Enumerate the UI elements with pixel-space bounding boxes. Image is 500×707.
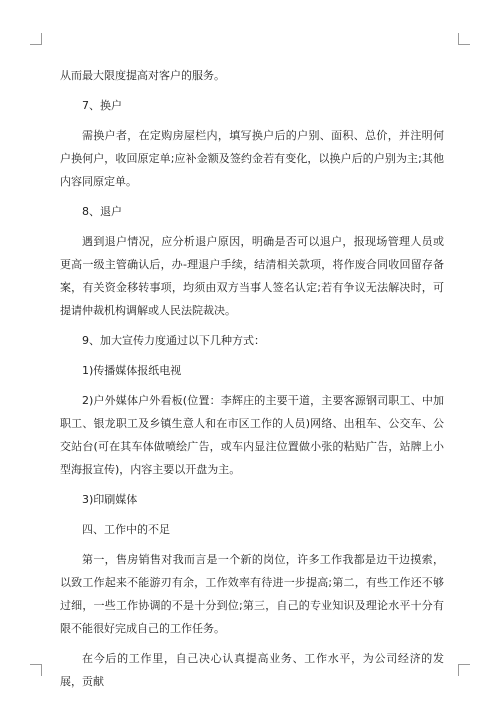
list-item-media-3: 3)印刷媒体	[82, 493, 138, 506]
heading-item-9: 9、加大宣传力度通过以下几种方式：	[82, 334, 265, 347]
paragraph-refund: 遇到退户情况，应分析退户原因，明确是否可以退户，报现场管理人员或更高一级主管确认后，办-理退户手续，结清相关款项，将作废合同收回留存备案，有关资金移转事项，均须由双方当事人签名认定;若有争议无法解决时，可提请仲裁机构调解或人民法院裁决。	[60, 235, 444, 317]
crop-mark-bottom-left	[30, 664, 42, 676]
list-item-media-1: 1)传播媒体报纸电视	[82, 364, 182, 377]
list-item-media-2: 2)户外媒体户外看板(位置：李辉庄的主要干道，主要客源钢司职工、中加职工、银龙职工及乡镇生意人和在市区工作的人员)网络、出租车、公交车、公交站台(可在其车体做喷绘广告，或车内显注位置做小张的粘贴广告，站牌上小型海报宣传)，内容主要以开盘为主。	[60, 394, 444, 476]
crop-mark-top-left	[30, 33, 42, 45]
paragraph-future-work: 在今后的工作里，自己决心认真提高业务、工作水平，为公司经济的发展，贡献	[60, 652, 444, 688]
crop-mark-bottom-right	[458, 664, 470, 676]
crop-mark-top-right	[458, 33, 470, 45]
paragraph-exchange-unit: 需换户者，在定购房屋栏内，填写换户后的户别、面积、总价，并注明何户换何户，收回原定单;应补金额及签约金若有变化，以换户后的户别为主;其他内容同原定单。	[60, 129, 444, 188]
heading-item-7: 7、换户	[82, 99, 122, 112]
heading-item-8: 8、退户	[82, 205, 122, 218]
section-heading-shortcomings: 四、工作中的不足	[82, 523, 170, 536]
paragraph-shortcomings: 第一，售房销售对我而言是一个新的岗位，许多工作我都是边干边摸索，以致工作起来不能游刃有余，工作效率有待进一步提高;第二，有些工作还不够过细，一些工作协调的不是十分到位;第三，自己的专业知识及理论水平十分有限不能很好完成自己的工作任务。	[60, 553, 444, 635]
document-body	[60, 64, 444, 693]
paragraph-continuation: 从而最大限度提高对客户的服务。	[60, 69, 225, 82]
